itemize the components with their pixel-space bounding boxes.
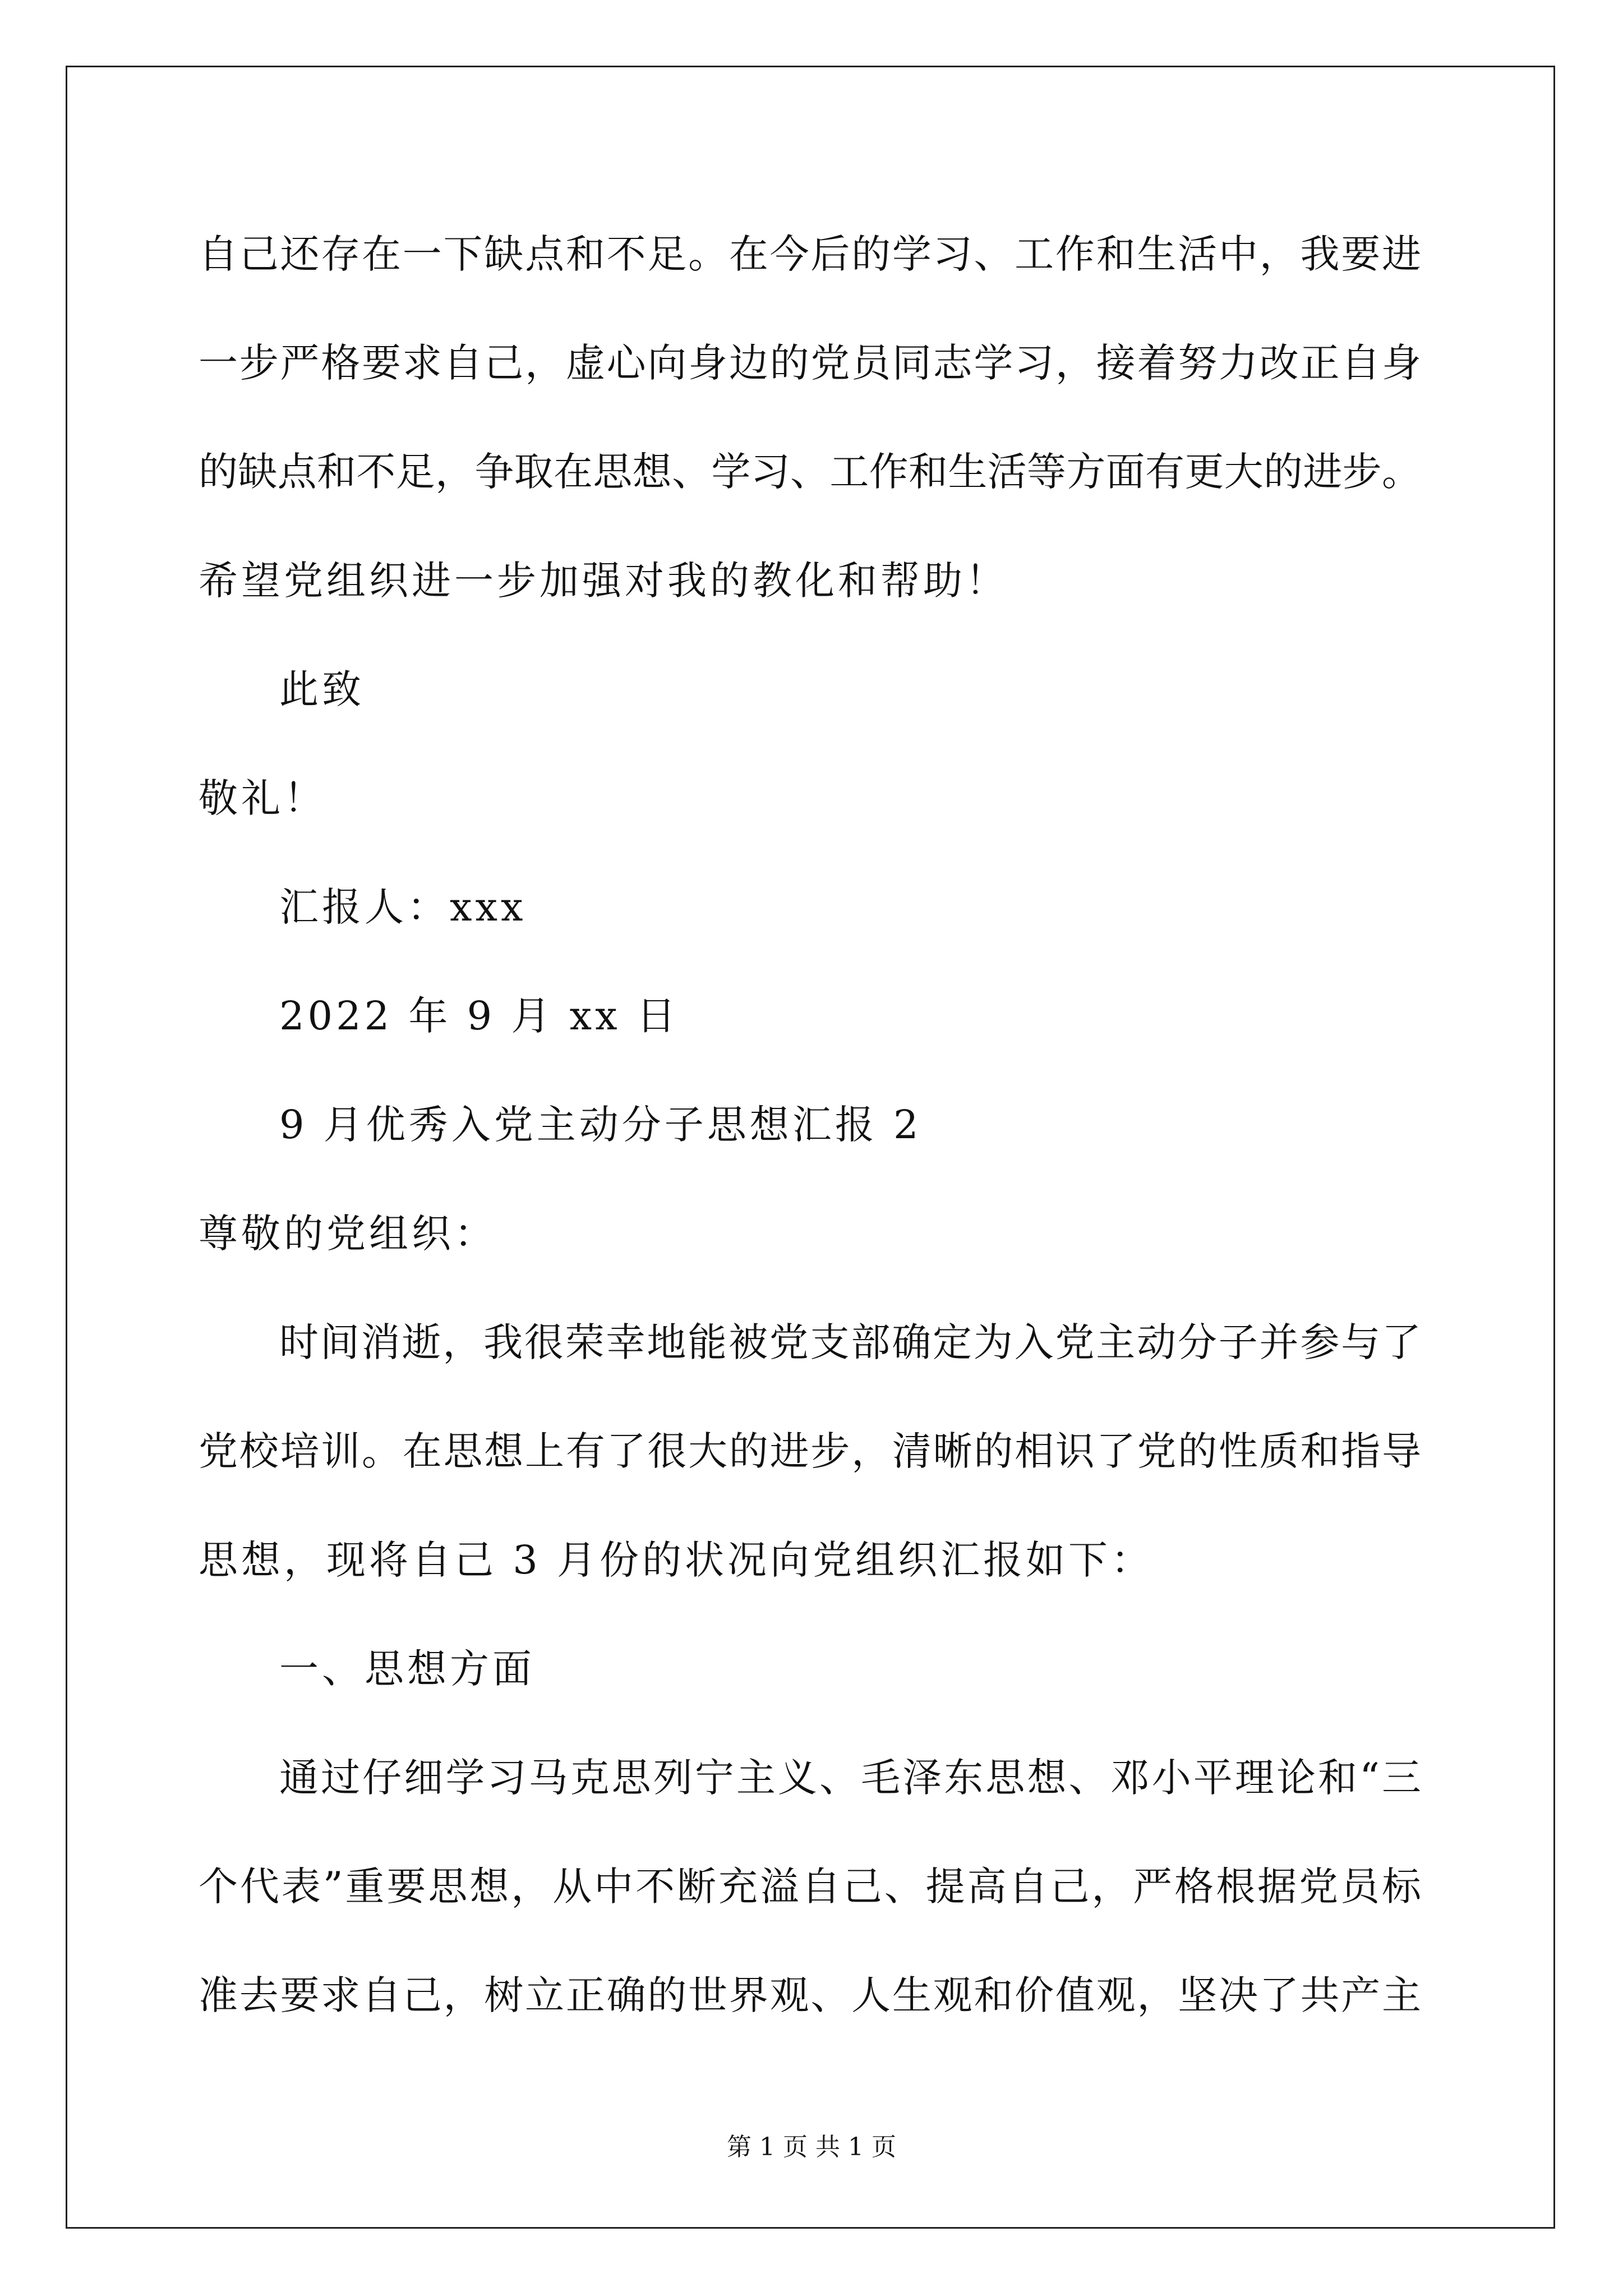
salutation-regards: 敬礼！ <box>199 775 326 821</box>
body-line: 希望党组织进一步加强对我的教化和帮助！ <box>199 558 1008 604</box>
body-line: 思想，现将自己 3 月份的状况向党组织汇报如下： <box>199 1537 1154 1583</box>
body-line: 的缺点和不足，争取在思想、学习、工作和生活等方面有更大的进步。 <box>199 449 1421 495</box>
section-title: 9 月优秀入党主动分子思想汇报 2 <box>279 1102 922 1148</box>
body-line: 准去要求自己，树立正确的世界观、人生观和价值观，坚决了共产主 <box>199 1972 1421 2018</box>
body-line: 党校培训。在思想上有了很大的进步，清晰的相识了党的性质和指导 <box>199 1428 1421 1474</box>
page-footer: 第 1 页 共 1 页 <box>727 2133 896 2161</box>
body-line: 通过仔细学习马克思列宁主义、毛泽东思想、邓小平理论和“三 <box>279 1755 1421 1801</box>
body-line: 一步严格要求自己，虚心向身边的党员同志学习，接着努力改正自身 <box>199 340 1421 386</box>
report-date: 2022 年 9 月 xx 日 <box>279 993 679 1039</box>
body-line: 个代表”重要思想，从中不断充溢自己、提高自己，严格根据党员标 <box>199 1864 1421 1910</box>
body-line: 时间消逝，我很荣幸地能被党支部确定为入党主动分子并参与了 <box>279 1319 1421 1365</box>
greeting: 尊敬的党组织： <box>199 1211 497 1257</box>
reporter-signature: 汇报人：xxx <box>279 884 527 930</box>
subsection-heading: 一、思想方面 <box>279 1646 535 1692</box>
body-line: 自己还存在一下缺点和不足。在今后的学习、工作和生活中，我要进 <box>199 231 1421 277</box>
salutation-closing: 此致 <box>279 666 365 712</box>
